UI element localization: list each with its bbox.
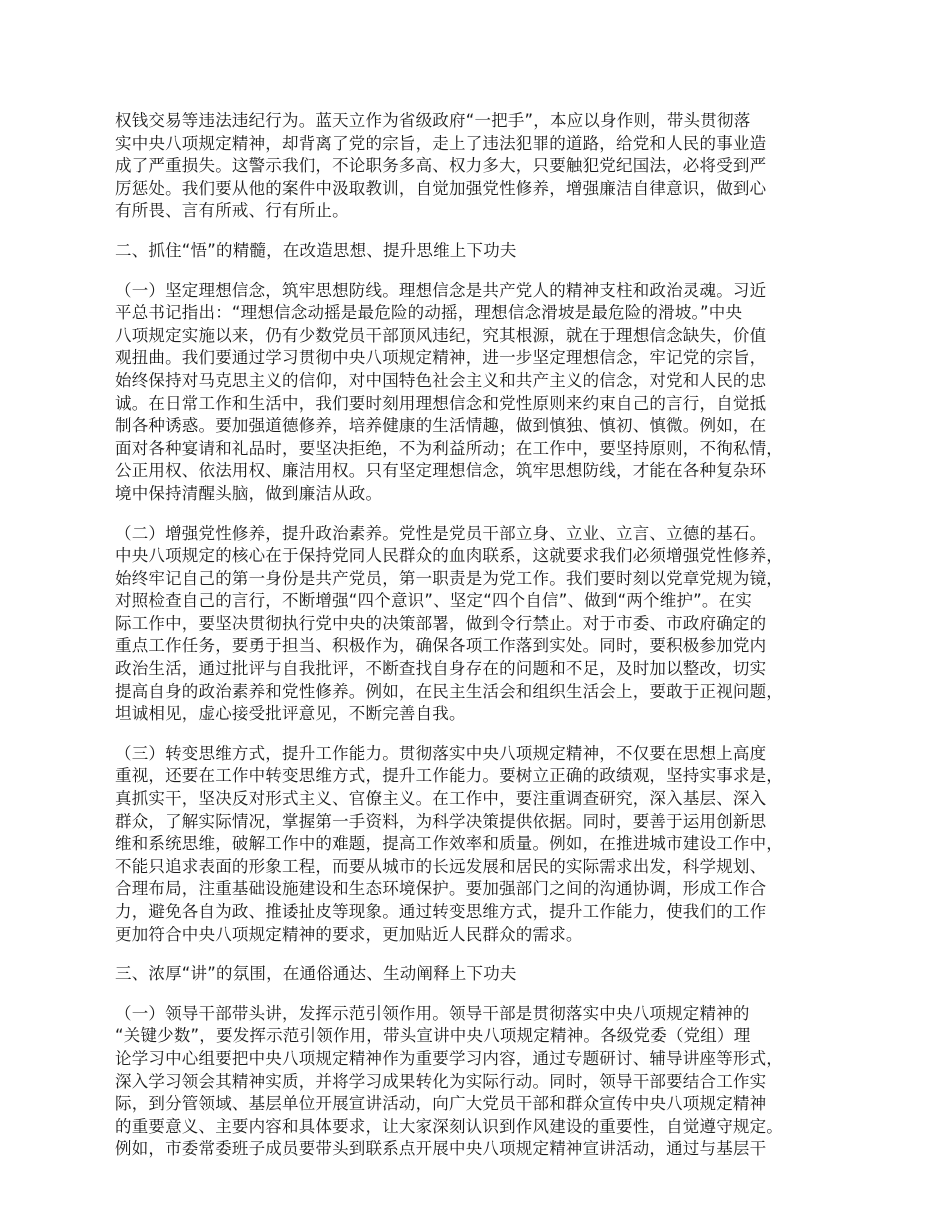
text-line: 中央八项规定的核心在于保持党同人民群众的血肉联系，这就要求我们必须增强党性修养， xyxy=(115,546,783,566)
text-line: 维和系统思维，破解工作中的难题，提高工作效率和质量。例如，在推进城市建设工作中， xyxy=(115,834,783,854)
body-paragraph xyxy=(115,280,857,506)
text-line: 论学习中心组要把中央八项规定精神作为重要学习内容，通过专题研讨、辅导讲座等形式， xyxy=(115,1048,783,1068)
text-line: 对照检查自己的言行，不断增强“四个意识”、坚定“四个自信”、做到“两个维护”。在实 xyxy=(115,591,752,611)
text-line: 有所畏、言有所戒、行有所止。 xyxy=(115,201,349,221)
text-line: 的重要意义、主要内容和具体要求，让大家深刻认识到作风建设的重要性，自觉遵守规定。 xyxy=(115,1116,783,1136)
text-line: 三、浓厚“讲”的氛围，在通俗通达、生动阐释上下功夫 xyxy=(115,964,517,984)
text-line: 重视，还要在工作中转变思维方式，提升工作能力。要树立正确的政绩观，坚持实事求是， xyxy=(115,766,783,786)
body-paragraph xyxy=(115,523,857,726)
text-line: 成了严重损失。这警示我们，不论职务多高、权力多大，只要触犯党纪国法，必将受到严 xyxy=(115,156,767,176)
section-heading xyxy=(115,240,857,263)
text-line: 厉惩处。我们要从他的案件中汲取教训，自觉加强党性修养，增强廉洁自律意识，做到心 xyxy=(115,178,767,198)
text-line: 二、抓住“悟”的精髓，在改造思想、提升思维上下功夫 xyxy=(115,240,517,260)
text-line: 际，到分管领域、基层单位开展宣讲活动，向广大党员干部和群众宣传中央八项规定精神 xyxy=(115,1094,767,1114)
text-line: 观扭曲。我们要通过学习贯彻中央八项规定精神，进一步坚定理想信念，牢记党的宗旨， xyxy=(115,348,767,368)
text-line: 制各种诱惑。要加强道德修养，培养健康的生活情趣，做到慎独、慎初、慎微。例如，在 xyxy=(115,416,767,436)
text-line: 例如，市委常委班子成员要带头到联系点开展中央八项规定精神宣讲活动，通过与基层干 xyxy=(115,1139,767,1159)
text-line: 诚。在日常工作和生活中，我们要时刻用理想信念和党性原则来约束自己的言行，自觉抵 xyxy=(115,393,767,413)
text-line: 合理布局，注重基础设施建设和生态环境保护。要加强部门之间的沟通协调，形成工作合 xyxy=(115,879,767,899)
body-paragraph xyxy=(115,743,857,946)
text-line: 平总书记指出：“理想信念动摇是最危险的动摇，理想信念滑坡是最危险的滑坡。”中央 xyxy=(115,303,743,323)
text-line: 提高自身的政治素养和党性修养。例如，在民主生活会和组织生活会上，要敢于正视问题， xyxy=(115,681,783,701)
text-line: 深入学习领会其精神实质，并将学习成果转化为实际行动。同时，领导干部要结合工作实 xyxy=(115,1071,767,1091)
text-line: 不能只追求表面的形象工程，而要从城市的长远发展和居民的实际需求出发，科学规划、 xyxy=(115,856,767,876)
body-paragraph xyxy=(115,110,857,223)
text-line: 实中央八项规定精神，却背离了党的宗旨，走上了违法犯罪的道路，给党和人民的事业造 xyxy=(115,133,767,153)
text-line: 始终牢记自己的第一身份是共产党员，第一职责是为党工作。我们要时刻以党章党规为镜， xyxy=(115,568,783,588)
text-line: 重点工作任务，要勇于担当、积极作为，确保各项工作落到实处。同时，要积极参加党内 xyxy=(115,636,767,656)
text-line: 境中保持清醒头脑，做到廉洁从政。 xyxy=(115,483,383,503)
text-line: 群众，了解实际情况，掌握第一手资料，为科学决策提供依据。同时，要善于运用创新思 xyxy=(115,811,767,831)
text-line: （一）坚定理想信念，筑牢思想防线。理想信念是共产党人的精神支柱和政治灵魂。习近 xyxy=(115,280,767,300)
text-line: 政治生活，通过批评与自我批评，不断查找自身存在的问题和不足，及时加以整改，切实 xyxy=(115,659,767,679)
text-line: 权钱交易等违法违纪行为。蓝天立作为省级政府“一把手”，本应以身作则，带头贯彻落 xyxy=(115,111,751,130)
text-line: 际工作中，要坚决贯彻执行党中央的决策部署，做到令行禁止。对于市委、市政府确定的 xyxy=(115,613,767,633)
section-heading xyxy=(115,963,857,986)
text-line: 真抓实干，坚决反对形式主义、官僚主义。在工作中，要注重调查研究，深入基层、深入 xyxy=(115,789,767,809)
text-line: （三）转变思维方式，提升工作能力。贯彻落实中央八项规定精神，不仅要在思想上高度 xyxy=(115,743,767,763)
text-line: 面对各种宴请和礼品时，要坚决拒绝，不为利益所动；在工作中，要坚持原则，不徇私情， xyxy=(115,438,783,458)
text-line: “关键少数”，要发挥示范引领作用，带头宣讲中央八项规定精神。各级党委（党组）理 xyxy=(115,1026,751,1046)
text-line: 更加符合中央八项规定精神的要求，更加贴近人民群众的需求。 xyxy=(115,924,583,944)
text-line: 力，避免各自为政、推诿扯皮等现象。通过转变思维方式，提升工作能力，使我们的工作 xyxy=(115,902,767,921)
body-paragraph xyxy=(115,1003,857,1161)
text-line: 公正用权、依法用权、廉洁用权。只有坚定理想信念，筑牢思想防线，才能在各种复杂环 xyxy=(115,461,767,481)
document-page xyxy=(115,110,857,1178)
text-line: 始终保持对马克思主义的信仰，对中国特色社会主义和共产主义的信念，对党和人民的忠 xyxy=(115,370,767,390)
text-line: （一）领导干部带头讲，发挥示范引领作用。领导干部是贯彻落实中央八项规定精神的 xyxy=(115,1003,750,1023)
text-line: （二）增强党性修养，提升政治素养。党性是党员干部立身、立业、立言、立德的基石。 xyxy=(115,523,767,543)
text-line: 八项规定实施以来，仍有少数党员干部顶风违纪，究其根源，就在于理想信念缺失，价值 xyxy=(115,325,767,345)
text-line: 坦诚相见，虚心接受批评意见，不断完善自我。 xyxy=(115,704,466,724)
